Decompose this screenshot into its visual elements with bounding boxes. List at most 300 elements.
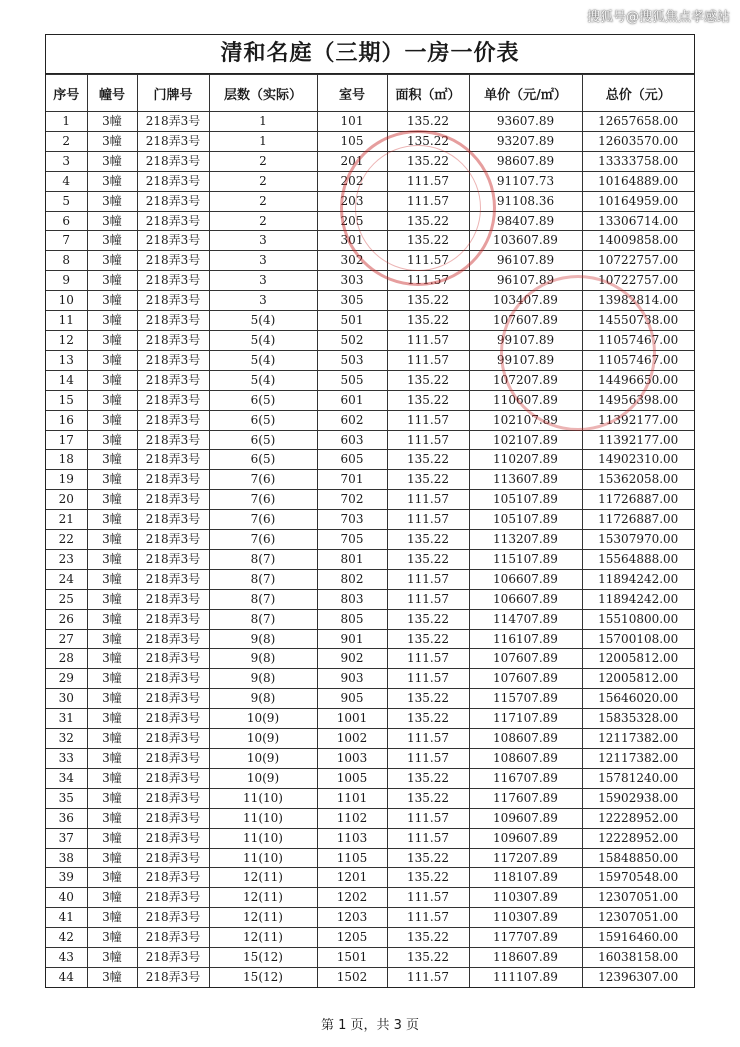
cell-building: 3幢	[87, 490, 137, 510]
cell-unit-price: 103407.89	[469, 291, 582, 311]
cell-floor: 11(10)	[209, 788, 317, 808]
table-row	[46, 231, 694, 251]
page-title: 清和名庭（三期）一房一价表	[46, 35, 694, 74]
cell-building: 3幢	[87, 888, 137, 908]
cell-floor: 7(6)	[209, 490, 317, 510]
cell-total-price: 14956398.00	[582, 390, 694, 410]
cell-total-price: 12603570.00	[582, 131, 694, 151]
cell-floor: 6(5)	[209, 450, 317, 470]
table-row	[46, 251, 694, 271]
cell-floor: 8(7)	[209, 609, 317, 629]
cell-floor: 6(5)	[209, 390, 317, 410]
cell-room: 802	[317, 569, 387, 589]
cell-address: 218弄3号	[137, 669, 209, 689]
cell-room: 501	[317, 311, 387, 331]
cell-room: 803	[317, 589, 387, 609]
table-row	[46, 848, 694, 868]
cell-area: 111.57	[387, 749, 469, 769]
cell-building: 3幢	[87, 450, 137, 470]
cell-address: 218弄3号	[137, 370, 209, 390]
cell-building: 3幢	[87, 609, 137, 629]
cell-room: 503	[317, 350, 387, 370]
cell-unit-price: 108607.89	[469, 749, 582, 769]
cell-floor: 8(7)	[209, 589, 317, 609]
cell-address: 218弄3号	[137, 808, 209, 828]
cell-total-price: 10164959.00	[582, 191, 694, 211]
cell-floor: 2	[209, 211, 317, 231]
cell-room: 302	[317, 251, 387, 271]
cell-address: 218弄3号	[137, 868, 209, 888]
cell-unit-price: 93607.89	[469, 112, 582, 132]
cell-floor: 15(12)	[209, 948, 317, 968]
cell-room: 505	[317, 370, 387, 390]
cell-index: 8	[46, 251, 87, 271]
watermark-text: 搜狐号@搜狐焦点孝感站	[586, 10, 730, 25]
cell-address: 218弄3号	[137, 828, 209, 848]
cell-index: 42	[46, 928, 87, 948]
cell-building: 3幢	[87, 709, 137, 729]
table-row	[46, 470, 694, 490]
table-row	[46, 191, 694, 211]
table-row	[46, 589, 694, 609]
cell-floor: 12(11)	[209, 928, 317, 948]
cell-unit-price: 117207.89	[469, 848, 582, 868]
cell-room: 702	[317, 490, 387, 510]
cell-total-price: 15970548.00	[582, 868, 694, 888]
table-row	[46, 490, 694, 510]
cell-room: 1003	[317, 749, 387, 769]
cell-total-price: 15307970.00	[582, 530, 694, 550]
cell-address: 218弄3号	[137, 330, 209, 350]
cell-area: 111.57	[387, 729, 469, 749]
cell-index: 25	[46, 589, 87, 609]
cell-index: 23	[46, 549, 87, 569]
table-row	[46, 410, 694, 430]
cell-index: 33	[46, 749, 87, 769]
cell-floor: 3	[209, 291, 317, 311]
cell-index: 15	[46, 390, 87, 410]
table-header-row	[46, 75, 694, 112]
cell-unit-price: 105107.89	[469, 510, 582, 530]
cell-floor: 12(11)	[209, 868, 317, 888]
cell-building: 3幢	[87, 649, 137, 669]
table-row	[46, 888, 694, 908]
cell-total-price: 12307051.00	[582, 908, 694, 928]
cell-building: 3幢	[87, 808, 137, 828]
cell-index: 21	[46, 510, 87, 530]
cell-room: 1103	[317, 828, 387, 848]
cell-floor: 1	[209, 112, 317, 132]
cell-area: 111.57	[387, 510, 469, 530]
table-row	[46, 908, 694, 928]
cell-total-price: 15835328.00	[582, 709, 694, 729]
cell-total-price: 15916460.00	[582, 928, 694, 948]
cell-building: 3幢	[87, 669, 137, 689]
cell-index: 38	[46, 848, 87, 868]
cell-unit-price: 116707.89	[469, 768, 582, 788]
cell-total-price: 14902310.00	[582, 450, 694, 470]
cell-unit-price: 99107.89	[469, 330, 582, 350]
cell-unit-price: 110207.89	[469, 450, 582, 470]
cell-room: 1101	[317, 788, 387, 808]
cell-room: 905	[317, 689, 387, 709]
cell-area: 111.57	[387, 908, 469, 928]
cell-index: 35	[46, 788, 87, 808]
cell-index: 16	[46, 410, 87, 430]
table-row	[46, 112, 694, 132]
cell-index: 43	[46, 948, 87, 968]
cell-index: 18	[46, 450, 87, 470]
cell-unit-price: 91108.36	[469, 191, 582, 211]
cell-floor: 11(10)	[209, 828, 317, 848]
cell-total-price: 11392177.00	[582, 410, 694, 430]
cell-building: 3幢	[87, 231, 137, 251]
cell-area: 135.22	[387, 549, 469, 569]
cell-address: 218弄3号	[137, 470, 209, 490]
cell-floor: 5(4)	[209, 330, 317, 350]
table-row	[46, 510, 694, 530]
cell-index: 32	[46, 729, 87, 749]
cell-index: 44	[46, 967, 87, 986]
cell-building: 3幢	[87, 311, 137, 331]
cell-unit-price: 109607.89	[469, 828, 582, 848]
table-row	[46, 549, 694, 569]
cell-room: 202	[317, 171, 387, 191]
header-index: 序号	[46, 75, 87, 112]
cell-total-price: 12307051.00	[582, 888, 694, 908]
cell-floor: 7(6)	[209, 510, 317, 530]
table-row	[46, 808, 694, 828]
table-body	[46, 112, 694, 987]
cell-index: 3	[46, 151, 87, 171]
table-row	[46, 928, 694, 948]
cell-index: 39	[46, 868, 87, 888]
cell-index: 6	[46, 211, 87, 231]
cell-unit-price: 98607.89	[469, 151, 582, 171]
cell-area: 135.22	[387, 112, 469, 132]
cell-address: 218弄3号	[137, 609, 209, 629]
cell-total-price: 11894242.00	[582, 569, 694, 589]
cell-index: 13	[46, 350, 87, 370]
cell-area: 111.57	[387, 350, 469, 370]
cell-room: 105	[317, 131, 387, 151]
cell-address: 218弄3号	[137, 908, 209, 928]
cell-building: 3幢	[87, 589, 137, 609]
cell-unit-price: 107607.89	[469, 669, 582, 689]
header-area: 面积（㎡）	[387, 75, 469, 112]
cell-area: 135.22	[387, 689, 469, 709]
cell-area: 135.22	[387, 151, 469, 171]
cell-area: 111.57	[387, 330, 469, 350]
cell-building: 3幢	[87, 928, 137, 948]
cell-total-price: 12005812.00	[582, 669, 694, 689]
cell-building: 3幢	[87, 788, 137, 808]
cell-area: 135.22	[387, 370, 469, 390]
cell-address: 218弄3号	[137, 350, 209, 370]
cell-building: 3幢	[87, 729, 137, 749]
cell-address: 218弄3号	[137, 271, 209, 291]
cell-building: 3幢	[87, 251, 137, 271]
cell-index: 27	[46, 629, 87, 649]
table-row	[46, 291, 694, 311]
cell-building: 3幢	[87, 768, 137, 788]
cell-address: 218弄3号	[137, 928, 209, 948]
cell-area: 135.22	[387, 788, 469, 808]
cell-address: 218弄3号	[137, 967, 209, 986]
cell-unit-price: 117607.89	[469, 788, 582, 808]
cell-floor: 7(6)	[209, 470, 317, 490]
cell-floor: 1	[209, 131, 317, 151]
cell-building: 3幢	[87, 848, 137, 868]
cell-address: 218弄3号	[137, 231, 209, 251]
cell-building: 3幢	[87, 868, 137, 888]
cell-unit-price: 102107.89	[469, 430, 582, 450]
cell-area: 111.57	[387, 589, 469, 609]
cell-unit-price: 107207.89	[469, 370, 582, 390]
cell-address: 218弄3号	[137, 131, 209, 151]
cell-floor: 10(9)	[209, 709, 317, 729]
table-row	[46, 788, 694, 808]
cell-unit-price: 114707.89	[469, 609, 582, 629]
cell-index: 20	[46, 490, 87, 510]
cell-room: 901	[317, 629, 387, 649]
header-address: 门牌号	[137, 75, 209, 112]
cell-room: 902	[317, 649, 387, 669]
cell-area: 135.22	[387, 530, 469, 550]
cell-index: 4	[46, 171, 87, 191]
cell-room: 101	[317, 112, 387, 132]
table-row	[46, 609, 694, 629]
header-total-price: 总价（元）	[582, 75, 694, 112]
cell-unit-price: 108607.89	[469, 729, 582, 749]
cell-unit-price: 118107.89	[469, 868, 582, 888]
cell-unit-price: 102107.89	[469, 410, 582, 430]
table-row	[46, 868, 694, 888]
cell-unit-price: 106607.89	[469, 569, 582, 589]
cell-total-price: 12657658.00	[582, 112, 694, 132]
cell-address: 218弄3号	[137, 390, 209, 410]
cell-total-price: 15646020.00	[582, 689, 694, 709]
page-footer: 第 1 页，共 3 页	[320, 1018, 420, 1033]
cell-address: 218弄3号	[137, 649, 209, 669]
cell-index: 2	[46, 131, 87, 151]
cell-floor: 3	[209, 271, 317, 291]
cell-floor: 5(4)	[209, 311, 317, 331]
cell-total-price: 10164889.00	[582, 171, 694, 191]
cell-floor: 11(10)	[209, 808, 317, 828]
cell-index: 29	[46, 669, 87, 689]
cell-index: 12	[46, 330, 87, 350]
cell-floor: 5(4)	[209, 370, 317, 390]
cell-area: 135.22	[387, 291, 469, 311]
cell-area: 135.22	[387, 629, 469, 649]
cell-building: 3幢	[87, 549, 137, 569]
cell-room: 703	[317, 510, 387, 530]
cell-address: 218弄3号	[137, 450, 209, 470]
cell-building: 3幢	[87, 390, 137, 410]
cell-total-price: 12117382.00	[582, 729, 694, 749]
cell-floor: 15(12)	[209, 967, 317, 986]
cell-address: 218弄3号	[137, 151, 209, 171]
cell-floor: 5(4)	[209, 350, 317, 370]
cell-address: 218弄3号	[137, 629, 209, 649]
cell-area: 135.22	[387, 450, 469, 470]
cell-room: 1005	[317, 768, 387, 788]
cell-total-price: 15781240.00	[582, 768, 694, 788]
cell-unit-price: 107607.89	[469, 649, 582, 669]
cell-address: 218弄3号	[137, 430, 209, 450]
cell-building: 3幢	[87, 510, 137, 530]
cell-room: 305	[317, 291, 387, 311]
cell-address: 218弄3号	[137, 291, 209, 311]
cell-floor: 6(5)	[209, 430, 317, 450]
cell-area: 111.57	[387, 649, 469, 669]
cell-index: 14	[46, 370, 87, 390]
cell-address: 218弄3号	[137, 549, 209, 569]
cell-floor: 9(8)	[209, 669, 317, 689]
cell-area: 111.57	[387, 888, 469, 908]
cell-total-price: 13982814.00	[582, 291, 694, 311]
cell-floor: 2	[209, 151, 317, 171]
cell-room: 1501	[317, 948, 387, 968]
cell-area: 135.22	[387, 768, 469, 788]
cell-room: 201	[317, 151, 387, 171]
cell-index: 31	[46, 709, 87, 729]
cell-total-price: 15848850.00	[582, 848, 694, 868]
cell-unit-price: 117107.89	[469, 709, 582, 729]
cell-building: 3幢	[87, 430, 137, 450]
cell-unit-price: 93207.89	[469, 131, 582, 151]
cell-address: 218弄3号	[137, 589, 209, 609]
cell-address: 218弄3号	[137, 768, 209, 788]
cell-index: 30	[46, 689, 87, 709]
cell-unit-price: 96107.89	[469, 271, 582, 291]
cell-floor: 8(7)	[209, 569, 317, 589]
cell-address: 218弄3号	[137, 211, 209, 231]
cell-building: 3幢	[87, 828, 137, 848]
cell-floor: 3	[209, 231, 317, 251]
cell-building: 3幢	[87, 967, 137, 986]
cell-index: 40	[46, 888, 87, 908]
cell-floor: 10(9)	[209, 768, 317, 788]
cell-room: 603	[317, 430, 387, 450]
cell-address: 218弄3号	[137, 112, 209, 132]
header-unit-price: 单价（元/㎡）	[469, 75, 582, 112]
cell-index: 41	[46, 908, 87, 928]
cell-address: 218弄3号	[137, 569, 209, 589]
cell-total-price: 16038158.00	[582, 948, 694, 968]
cell-total-price: 11057467.00	[582, 330, 694, 350]
cell-building: 3幢	[87, 131, 137, 151]
cell-area: 111.57	[387, 569, 469, 589]
cell-total-price: 11894242.00	[582, 589, 694, 609]
cell-area: 111.57	[387, 410, 469, 430]
table-row	[46, 749, 694, 769]
cell-area: 111.57	[387, 251, 469, 271]
header-room: 室号	[317, 75, 387, 112]
cell-total-price: 12005812.00	[582, 649, 694, 669]
table-row	[46, 669, 694, 689]
cell-floor: 7(6)	[209, 530, 317, 550]
cell-area: 111.57	[387, 271, 469, 291]
cell-area: 135.22	[387, 231, 469, 251]
table-row	[46, 709, 694, 729]
table-row	[46, 151, 694, 171]
cell-index: 26	[46, 609, 87, 629]
table-row	[46, 948, 694, 968]
cell-room: 1201	[317, 868, 387, 888]
cell-building: 3幢	[87, 470, 137, 490]
cell-total-price: 11726887.00	[582, 490, 694, 510]
cell-building: 3幢	[87, 749, 137, 769]
cell-address: 218弄3号	[137, 689, 209, 709]
cell-building: 3幢	[87, 948, 137, 968]
cell-total-price: 12396307.00	[582, 967, 694, 986]
cell-building: 3幢	[87, 291, 137, 311]
cell-room: 205	[317, 211, 387, 231]
cell-area: 135.22	[387, 848, 469, 868]
cell-floor: 12(11)	[209, 888, 317, 908]
cell-address: 218弄3号	[137, 888, 209, 908]
cell-floor: 3	[209, 251, 317, 271]
table-row	[46, 311, 694, 331]
cell-floor: 2	[209, 171, 317, 191]
cell-area: 111.57	[387, 430, 469, 450]
cell-room: 705	[317, 530, 387, 550]
cell-area: 135.22	[387, 390, 469, 410]
cell-area: 135.22	[387, 470, 469, 490]
table-row	[46, 450, 694, 470]
table-row	[46, 729, 694, 749]
cell-index: 5	[46, 191, 87, 211]
cell-unit-price: 116107.89	[469, 629, 582, 649]
cell-building: 3幢	[87, 151, 137, 171]
cell-building: 3幢	[87, 689, 137, 709]
cell-unit-price: 109607.89	[469, 808, 582, 828]
table-row	[46, 828, 694, 848]
table-row	[46, 350, 694, 370]
cell-floor: 8(7)	[209, 549, 317, 569]
cell-building: 3幢	[87, 112, 137, 132]
cell-room: 605	[317, 450, 387, 470]
cell-address: 218弄3号	[137, 171, 209, 191]
cell-floor: 12(11)	[209, 908, 317, 928]
cell-total-price: 13306714.00	[582, 211, 694, 231]
cell-room: 303	[317, 271, 387, 291]
cell-index: 9	[46, 271, 87, 291]
cell-area: 111.57	[387, 171, 469, 191]
cell-unit-price: 118607.89	[469, 948, 582, 968]
cell-area: 135.22	[387, 211, 469, 231]
cell-building: 3幢	[87, 569, 137, 589]
table-row	[46, 211, 694, 231]
cell-area: 135.22	[387, 311, 469, 331]
cell-unit-price: 91107.73	[469, 171, 582, 191]
cell-unit-price: 115707.89	[469, 689, 582, 709]
cell-area: 135.22	[387, 948, 469, 968]
cell-total-price: 11392177.00	[582, 430, 694, 450]
cell-total-price: 15510800.00	[582, 609, 694, 629]
cell-building: 3幢	[87, 629, 137, 649]
cell-unit-price: 110607.89	[469, 390, 582, 410]
cell-room: 801	[317, 549, 387, 569]
cell-unit-price: 117707.89	[469, 928, 582, 948]
table-row	[46, 271, 694, 291]
cell-floor: 6(5)	[209, 410, 317, 430]
cell-room: 903	[317, 669, 387, 689]
cell-area: 135.22	[387, 928, 469, 948]
cell-address: 218弄3号	[137, 530, 209, 550]
